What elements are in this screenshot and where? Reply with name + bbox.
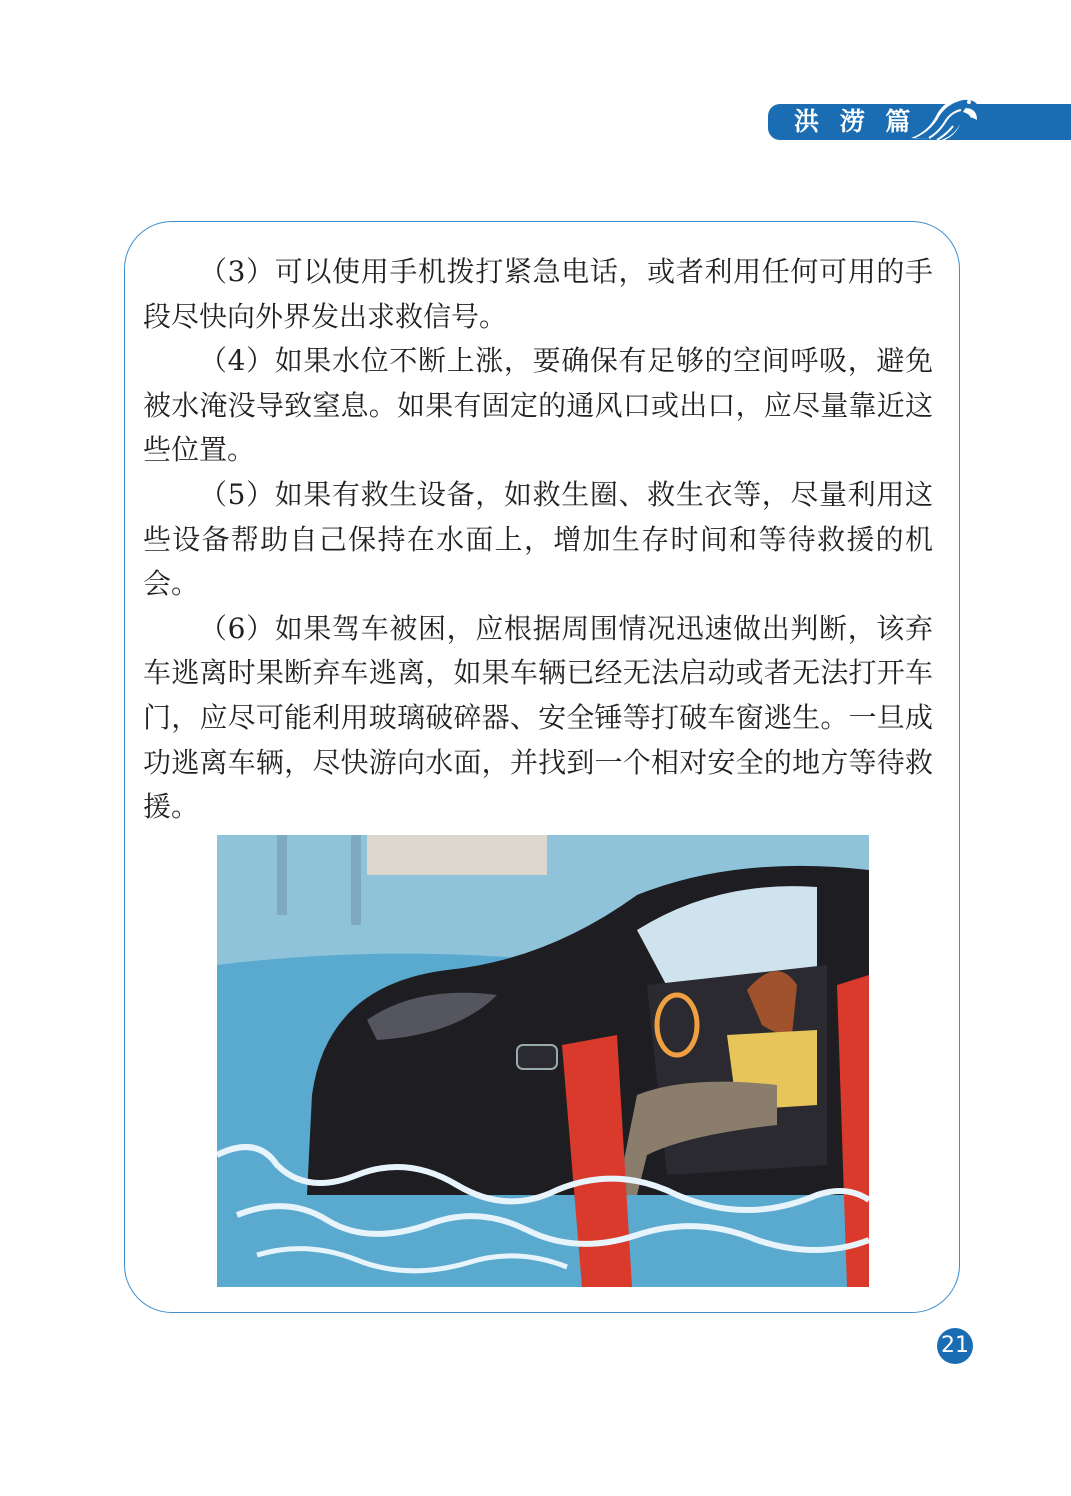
- body-text: [143, 250, 933, 830]
- page-number-badge: 21: [937, 1328, 973, 1364]
- paragraph-4: （4）如果水位不断上涨，要确保有足够的空间呼吸，避免被水淹没导致窒息。如果有固定的通风口或出口，应尽量靠近这些位置。: [143, 344, 933, 467]
- paragraph-3: （3）可以使用手机拨打紧急电话，或者利用任何可用的手段尽快向外界发出求救信号。: [143, 255, 933, 333]
- flood-car-escape-illustration: [217, 835, 869, 1287]
- paragraph-5: （5）如果有救生设备，如救生圈、救生衣等，尽量利用这些设备帮助自己保持在水面上，增加生存时间和等待救援的机会。: [143, 477, 933, 601]
- paragraph-6: （6）如果驾车被困，应根据周围情况迅速做出判断，该弃车逃离时果断弃车逃离，如果车辆已经无法启动或者无法打开车门，应尽可能利用玻璃破碎器、安全锤等打破车窗逃生。一旦成功逃离车辆，尽快游向水面，并找到一个相对安全的地方等待救援。: [143, 611, 933, 824]
- section-title: 洪 涝 篇: [794, 107, 917, 136]
- wave-icon: [905, 88, 985, 144]
